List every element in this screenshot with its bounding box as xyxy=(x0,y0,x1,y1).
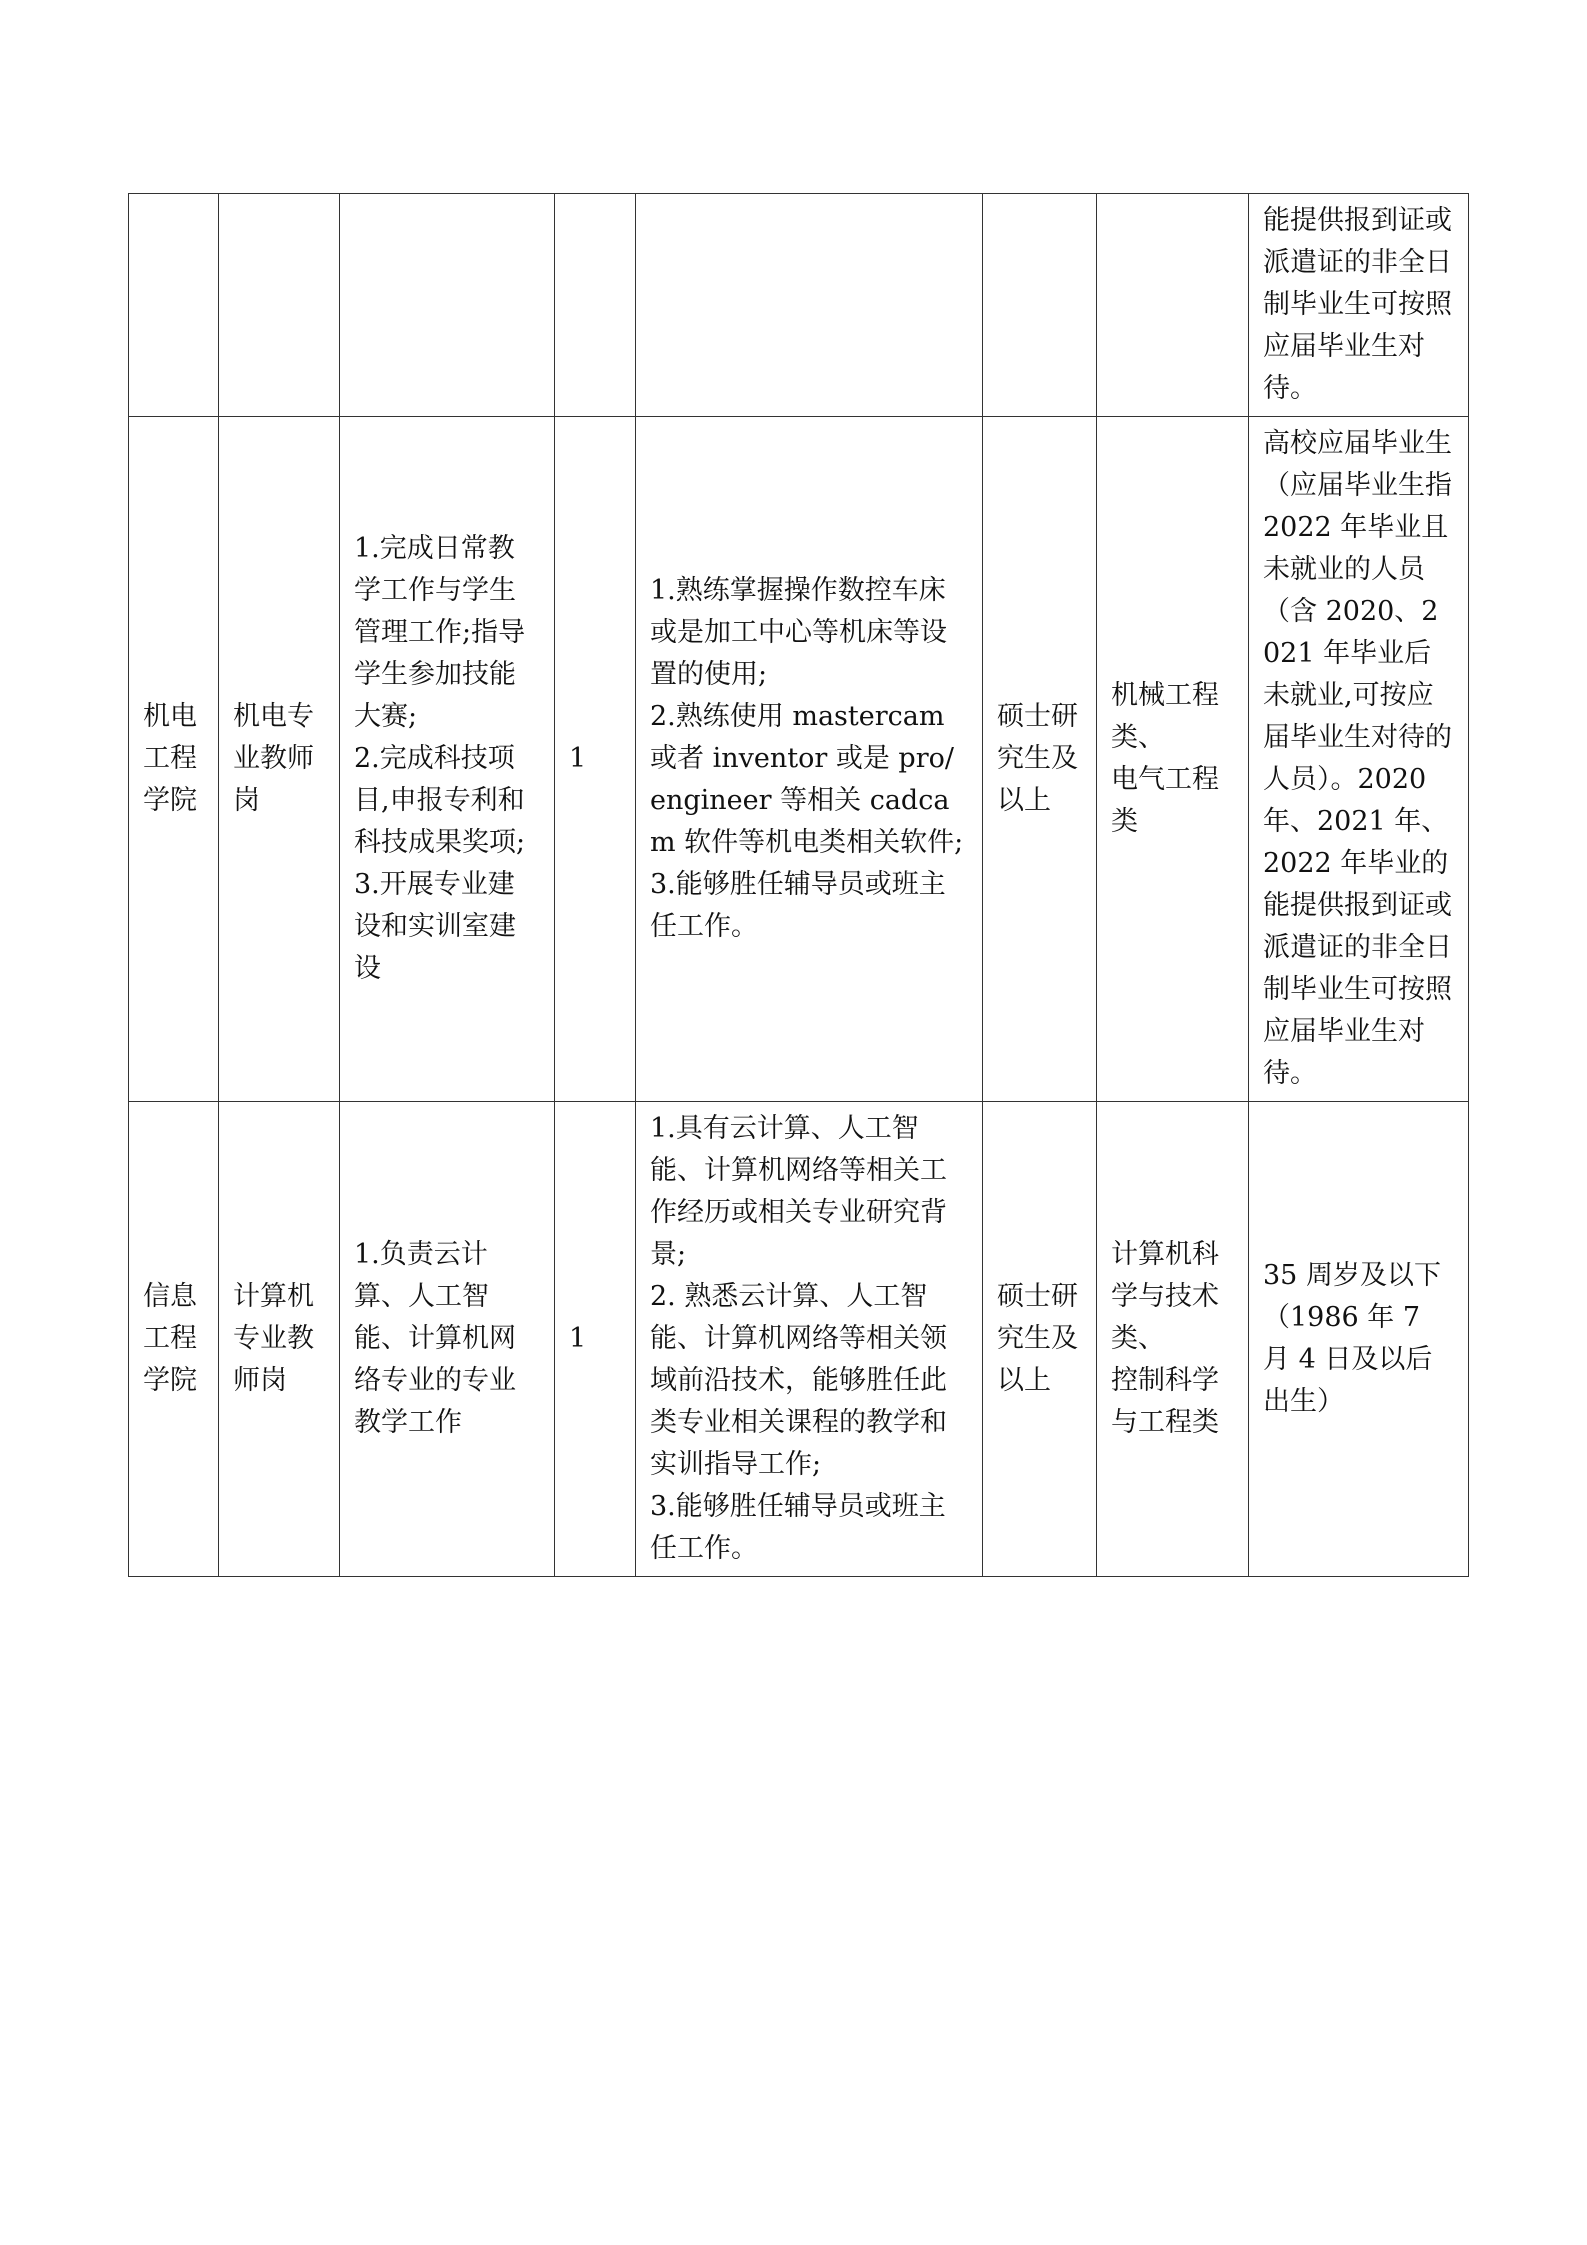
major-cell xyxy=(1097,194,1249,417)
count-cell: 1 xyxy=(555,1102,636,1577)
college-cell xyxy=(129,194,219,417)
recruitment-table xyxy=(128,193,1469,1577)
education-cell: 硕士研究生及以上 xyxy=(983,417,1097,1102)
table-row-continued xyxy=(129,194,1469,417)
major-cell: 计算机科学与技术类、 控制科学与工程类 xyxy=(1097,1102,1249,1577)
count-cell xyxy=(555,194,636,417)
major-cell: 机械工程类、 电气工程类 xyxy=(1097,417,1249,1102)
position-cell xyxy=(219,194,340,417)
position-cell: 计算机专业教师岗 xyxy=(219,1102,340,1577)
table-row-information xyxy=(129,1102,1469,1577)
education-cell: 硕士研究生及以上 xyxy=(983,1102,1097,1577)
duties-cell: 1.负责云计算、人工智能、计算机网络专业的专业教学工作 xyxy=(340,1102,555,1577)
education-cell xyxy=(983,194,1097,417)
college-cell: 信息工程学院 xyxy=(129,1102,219,1577)
other-requirements-cell: 高校应届毕业生（应届毕业生指 2022 年毕业且未就业的人员（含 2020、2021 年毕业后未就业,可按应届毕业生对待的人员）。2020 年、2021 年、2022 年毕业的能提供报到证或派遣证的非全日制毕业生可按照应届毕业生对待。 xyxy=(1249,417,1469,1102)
duties-cell xyxy=(340,194,555,417)
other-requirements-cell: 能提供报到证或派遣证的非全日制毕业生可按照应届毕业生对待。 xyxy=(1249,194,1469,417)
position-cell: 机电专业教师岗 xyxy=(219,417,340,1102)
requirements-cell: 1.熟练掌握操作数控车床或是加工中心等机床等设置的使用; 2.熟练使用 mastercam 或者 inventor 或是 pro/engineer 等相关 cadcam 软件等机电类相关软件; 3.能够胜任辅导员或班主任工作。 xyxy=(636,417,983,1102)
duties-cell: 1.完成日常教学工作与学生管理工作;指导学生参加技能大赛; 2.完成科技项目,申报专利和科技成果奖项; 3.开展专业建设和实训室建设 xyxy=(340,417,555,1102)
other-requirements-cell: 35 周岁及以下（1986 年 7 月 4 日及以后出生） xyxy=(1249,1102,1469,1577)
requirements-cell xyxy=(636,194,983,417)
college-cell: 机电工程学院 xyxy=(129,417,219,1102)
requirements-cell: 1.具有云计算、人工智能、计算机网络等相关工作经历或相关专业研究背景; 2. 熟悉云计算、人工智能、计算机网络等相关领域前沿技术，能够胜任此类专业相关课程的教学和实训指导工作; 3.能够胜任辅导员或班主任工作。 xyxy=(636,1102,983,1577)
count-cell: 1 xyxy=(555,417,636,1102)
table-row-mechatronics xyxy=(129,417,1469,1102)
